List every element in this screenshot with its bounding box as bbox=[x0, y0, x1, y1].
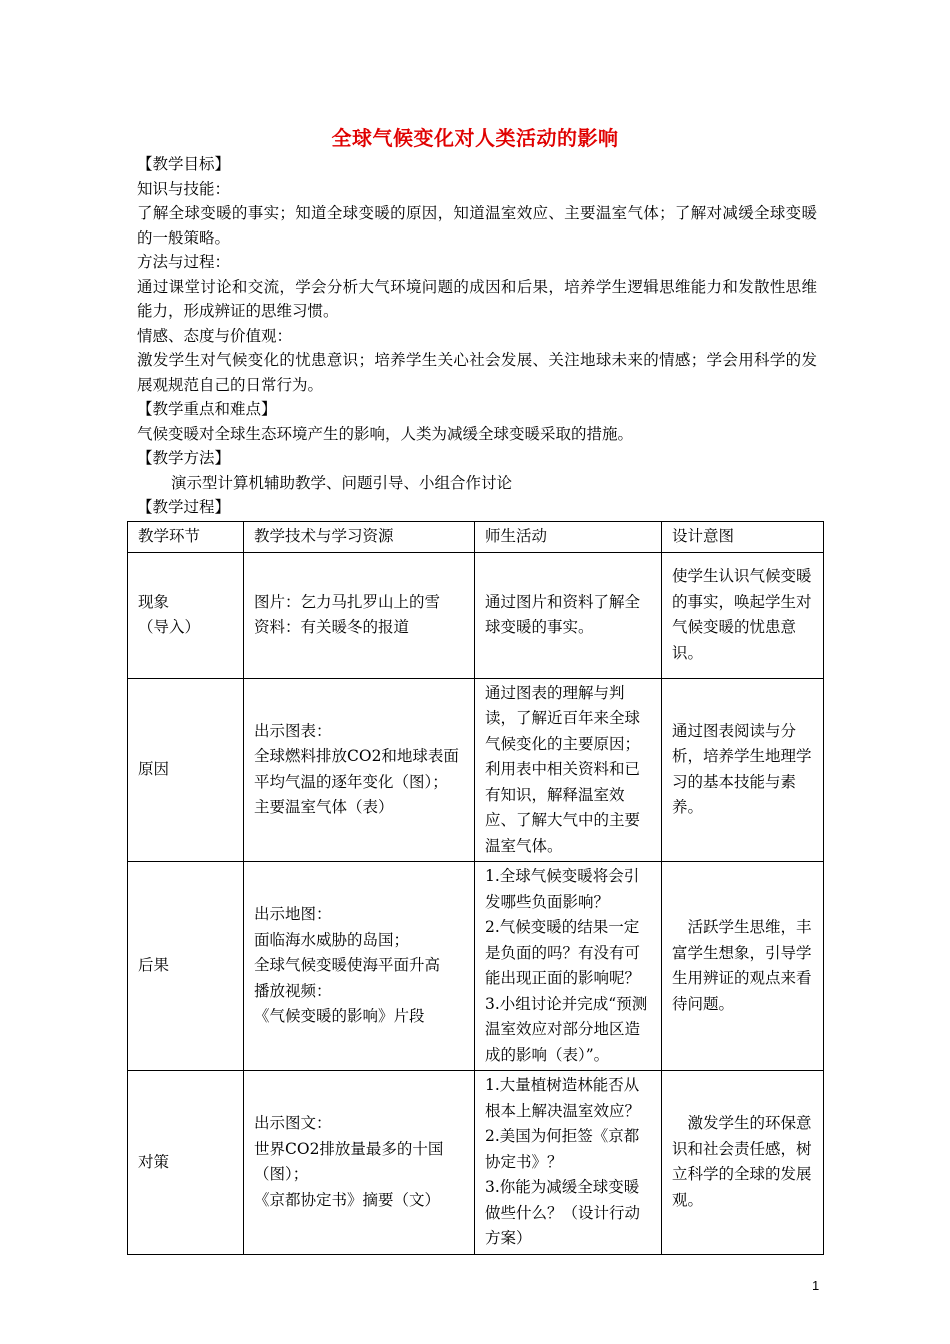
row-stage: 原因 bbox=[128, 678, 244, 862]
row-intent: 活跃学生思维，丰富学生想象，引导学生用辨证的观点来看待问题。 bbox=[662, 862, 824, 1071]
emotion-text: 激发学生对气候变化的忧患意识；培养学生关心社会发展、关注地球未来的情感；学会用科学的发展观规范自己的日常行为。 bbox=[137, 351, 817, 394]
table-row bbox=[128, 1071, 824, 1255]
row-stage: 后果 bbox=[128, 862, 244, 1071]
key-header: 【教学重点和难点】 bbox=[137, 400, 277, 418]
emotion-label: 情感、态度与价值观： bbox=[137, 326, 293, 345]
knowledge-text: 了解全球变暖的事实；知道全球变暖的原因，知道温室效应、主要温室气体；了解对减缓全球变暖的一般策略。 bbox=[137, 204, 817, 247]
row-intent: 通过图表阅读与分析，培养学生地理学习的基本技能与素养。 bbox=[662, 678, 824, 862]
teach-method-text: 演示型计算机辅助教学、问题引导、小组合作讨论 bbox=[171, 473, 513, 492]
knowledge-label: 知识与技能： bbox=[137, 179, 231, 198]
row-stage: 对策 bbox=[128, 1071, 244, 1255]
process-header: 【教学过程】 bbox=[137, 498, 231, 516]
row-resources: 出示图文： 世界CO2排放量最多的十国（图）； 《京都协定书》摘要（文） bbox=[244, 1071, 475, 1255]
goals-header: 【教学目标】 bbox=[137, 155, 231, 173]
table-row bbox=[128, 678, 824, 862]
row-activity: 1.全球气候变暖将会引发哪些负面影响？ 2.气候变暖的结果一定是负面的吗？有没有可能出现正面的影响呢？ 3.小组讨论并完成“预测温室效应对部分地区造成的影响（表）”。 bbox=[475, 862, 662, 1071]
row-activity: 通过图片和资料了解全球变暖的事实。 bbox=[475, 552, 662, 678]
header-resources: 教学技术与学习资源 bbox=[244, 522, 475, 553]
method-label: 方法与过程： bbox=[137, 253, 231, 271]
row-resources: 图片：乞力马扎罗山上的雪 资料：有关暖冬的报道 bbox=[244, 552, 475, 678]
row-activity: 通过图表的理解与判读，了解近百年来全球气候变化的主要原因；利用表中相关资料和已有知识，解释温室效应、了解大气中的主要温室气体。 bbox=[475, 678, 662, 862]
row-resources: 出示地图： 面临海水威胁的岛国； 全球气候变暖使海平面升高 播放视频： 《气候变暖的影响》片段 bbox=[244, 862, 475, 1071]
row-intent: 激发学生的环保意识和社会责任感，树立科学的全球的发展观。 bbox=[662, 1071, 824, 1255]
table-row bbox=[128, 552, 824, 678]
teach-method-header: 【教学方法】 bbox=[137, 449, 231, 467]
header-stage: 教学环节 bbox=[128, 522, 244, 553]
intro-content bbox=[137, 152, 817, 520]
row-resources: 出示图表： 全球燃料排放CO2和地球表面平均气温的逐年变化（图）； 主要温室气体（表） bbox=[244, 678, 475, 862]
process-table bbox=[127, 521, 824, 1255]
page-title: 全球气候变化对人类活动的影响 bbox=[331, 126, 619, 150]
table-row bbox=[128, 862, 824, 1071]
key-text: 气候变暖对全球生态环境产生的影响，人类为减缓全球变暖采取的措施。 bbox=[137, 424, 634, 443]
method-text: 通过课堂讨论和交流，学会分析大气环境问题的成因和后果，培养学生逻辑思维能力和发散性思维能力，形成辨证的思维习惯。 bbox=[137, 277, 817, 320]
page-number: 1 bbox=[812, 1278, 820, 1293]
row-stage: 现象 （导入） bbox=[128, 552, 244, 678]
table-header-row bbox=[128, 522, 824, 553]
header-activity: 师生活动 bbox=[475, 522, 662, 553]
row-activity: 1.大量植树造林能否从根本上解决温室效应？ 2.美国为何拒签《京都协定书》？ 3.你能为减缓全球变暖做些什么？（设计行动方案） bbox=[475, 1071, 662, 1255]
row-intent: 使学生认识气候变暖的事实，唤起学生对气候变暖的忧患意识。 bbox=[662, 552, 824, 678]
header-intent: 设计意图 bbox=[662, 522, 824, 553]
